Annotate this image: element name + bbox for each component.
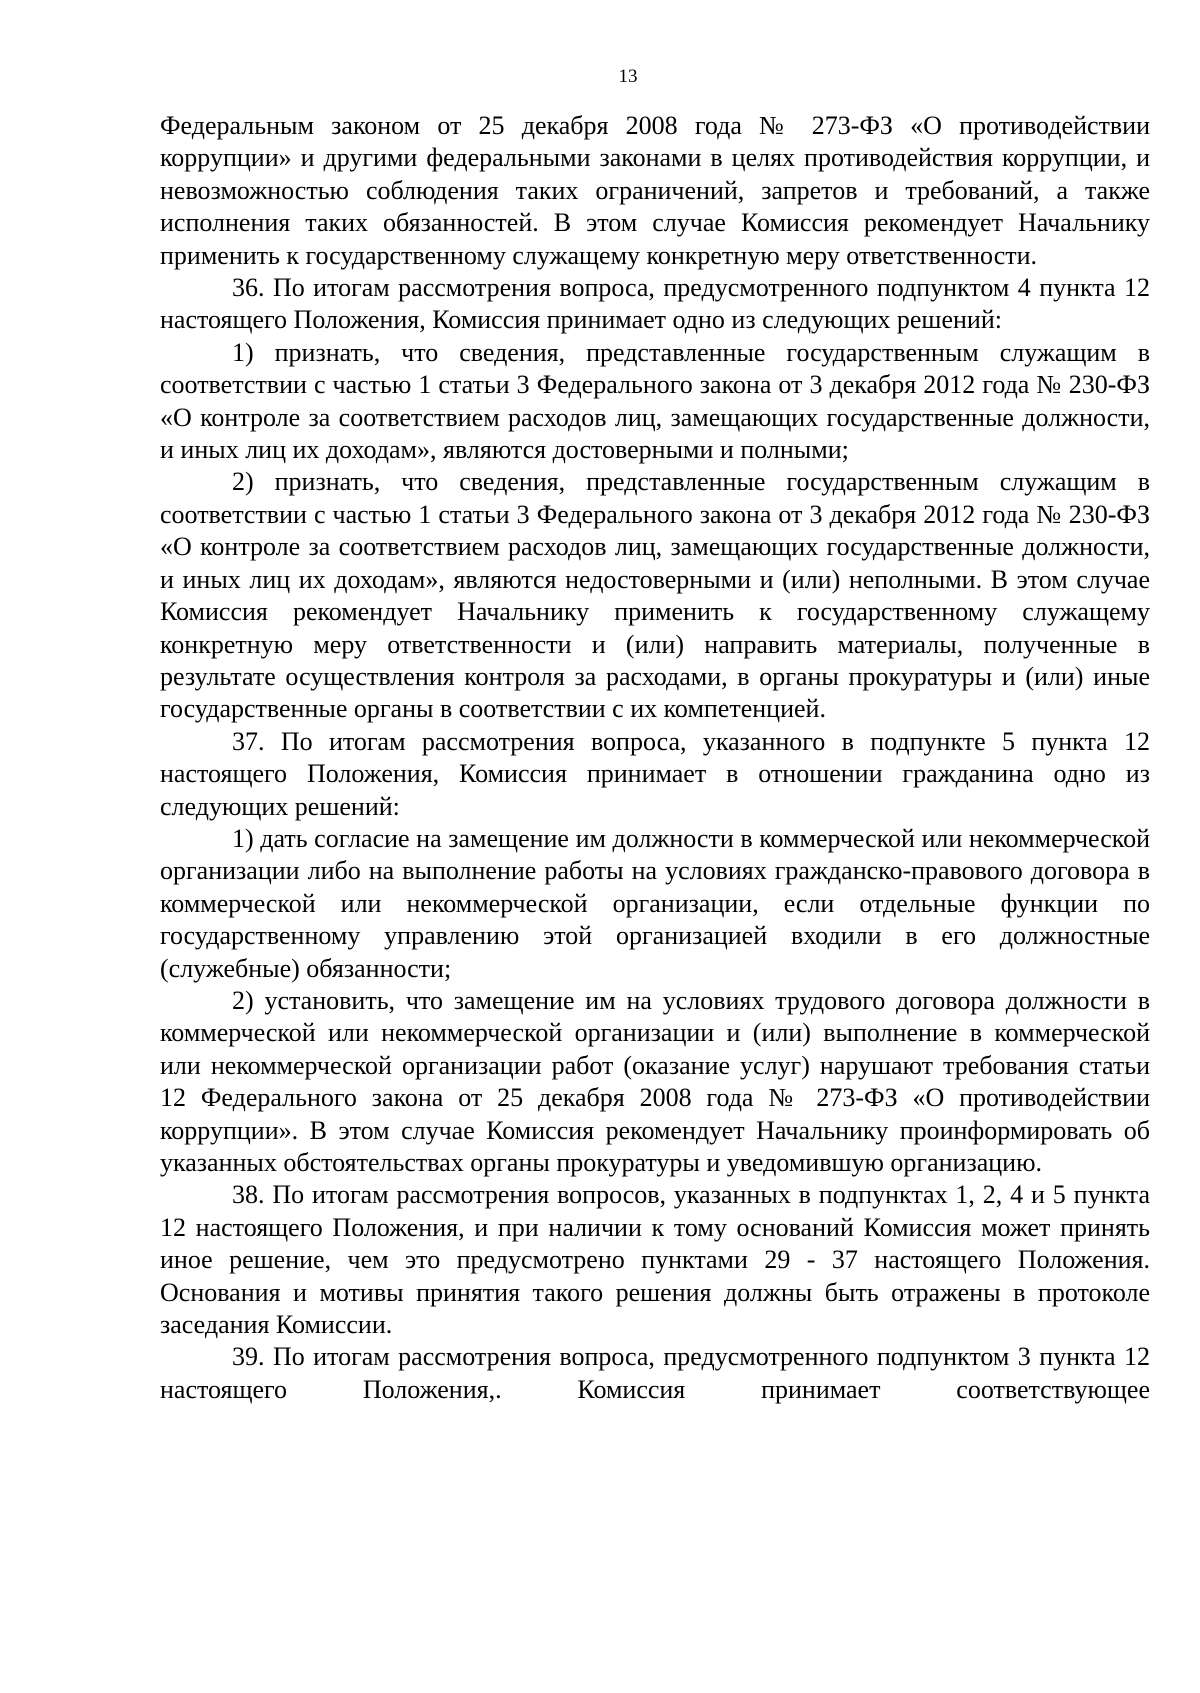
paragraph-continuation: Федеральным законом от 25 декабря 2008 года № 273-ФЗ «О противодействии коррупции» и другими федеральными законами в целях противодействия коррупции, и невозможностью соблюдения таких ограничений, запретов и требований, а также исполнения таких обязанностей. В этом случае Комиссия рекомендует Начальнику применить к государственному служащему конкретную меру ответственности. (160, 111, 1150, 270)
paragraph-item-36-sub-2: 2) признать, что сведения, представленные государственным служащим в соответствии с частью 1 статьи 3 Федерального закона от 3 декабря 2012 года № 230-ФЗ «О контроле за соответствием расходов лиц, замещающих государственные должности, и иных лиц их доходам», являются недостоверными и (или) неполными. В этом случае Комиссия рекомендует Начальнику применить к государственному служащему конкретную меру ответственности и (или) направить материалы, полученные в результате осуществления контроля за расходами, в органы прокуратуры и (или) иные государственные органы в соответствии с их компетенцией. (160, 467, 1150, 724)
page-number: 13 (618, 66, 638, 87)
paragraph-item-38: 38. По итогам рассмотрения вопросов, указанных в подпунктах 1, 2, 4 и 5 пункта 12 настоящего Положения, и при наличии к тому оснований Комиссия может принять иное решение, чем это предусмотрено пунктами 29 - 37 настоящего Положения. Основания и мотивы принятия такого решения должны быть отражены в протоколе заседания Комиссии. (160, 1180, 1150, 1340)
paragraph-item-37: 37. По итогам рассмотрения вопроса, указанного в подпункте 5 пункта 12 настоящего Положения, Комиссия принимает в отношении гражданина одно из следующих решений: (160, 726, 1150, 821)
paragraph-item-37-sub-2: 2) установить, что замещение им на условиях трудового договора должности в коммерческой или некоммерческой организации и (или) выполнение в коммерческой или некоммерческой организации работ (оказание услуг) нарушают требования статьи 12 Федерального закона от 25 декабря 2008 года № 273-ФЗ «О противодействии коррупции». В этом случае Комиссия рекомендует Начальнику проинформировать об указанных обстоятельствах органы прокуратуры и уведомившую организацию. (160, 985, 1150, 1177)
paragraph-item-36-sub-1: 1) признать, что сведения, представленные государственным служащим в соответствии с частью 1 статьи 3 Федерального закона от 3 декабря 2012 года № 230-ФЗ «О контроле за соответствием расходов лиц, замещающих государственные должности, и иных лиц их доходам», являются достоверными и полными; (160, 337, 1150, 465)
paragraph-item-36: 36. По итогам рассмотрения вопроса, предусмотренного подпунктом 4 пункта 12 настоящего Положения, Комиссия принимает одно из следующих решений: (160, 273, 1150, 335)
document-body (160, 110, 1150, 1406)
paragraph-item-37-sub-1: 1) дать согласие на замещение им должности в коммерческой или некоммерческой организации либо на выполнение работы на условиях гражданско-правового договора в коммерческой или некоммерческой организации, если отдельные функции по государственному управлению этой организацией входили в его должностные (служебные) обязанности; (160, 823, 1150, 983)
paragraph-item-39: 39. По итогам рассмотрения вопроса, предусмотренного подпунктом 3 пункта 12 настоящего Положения,. Комиссия принимает соответствующее (160, 1342, 1150, 1404)
